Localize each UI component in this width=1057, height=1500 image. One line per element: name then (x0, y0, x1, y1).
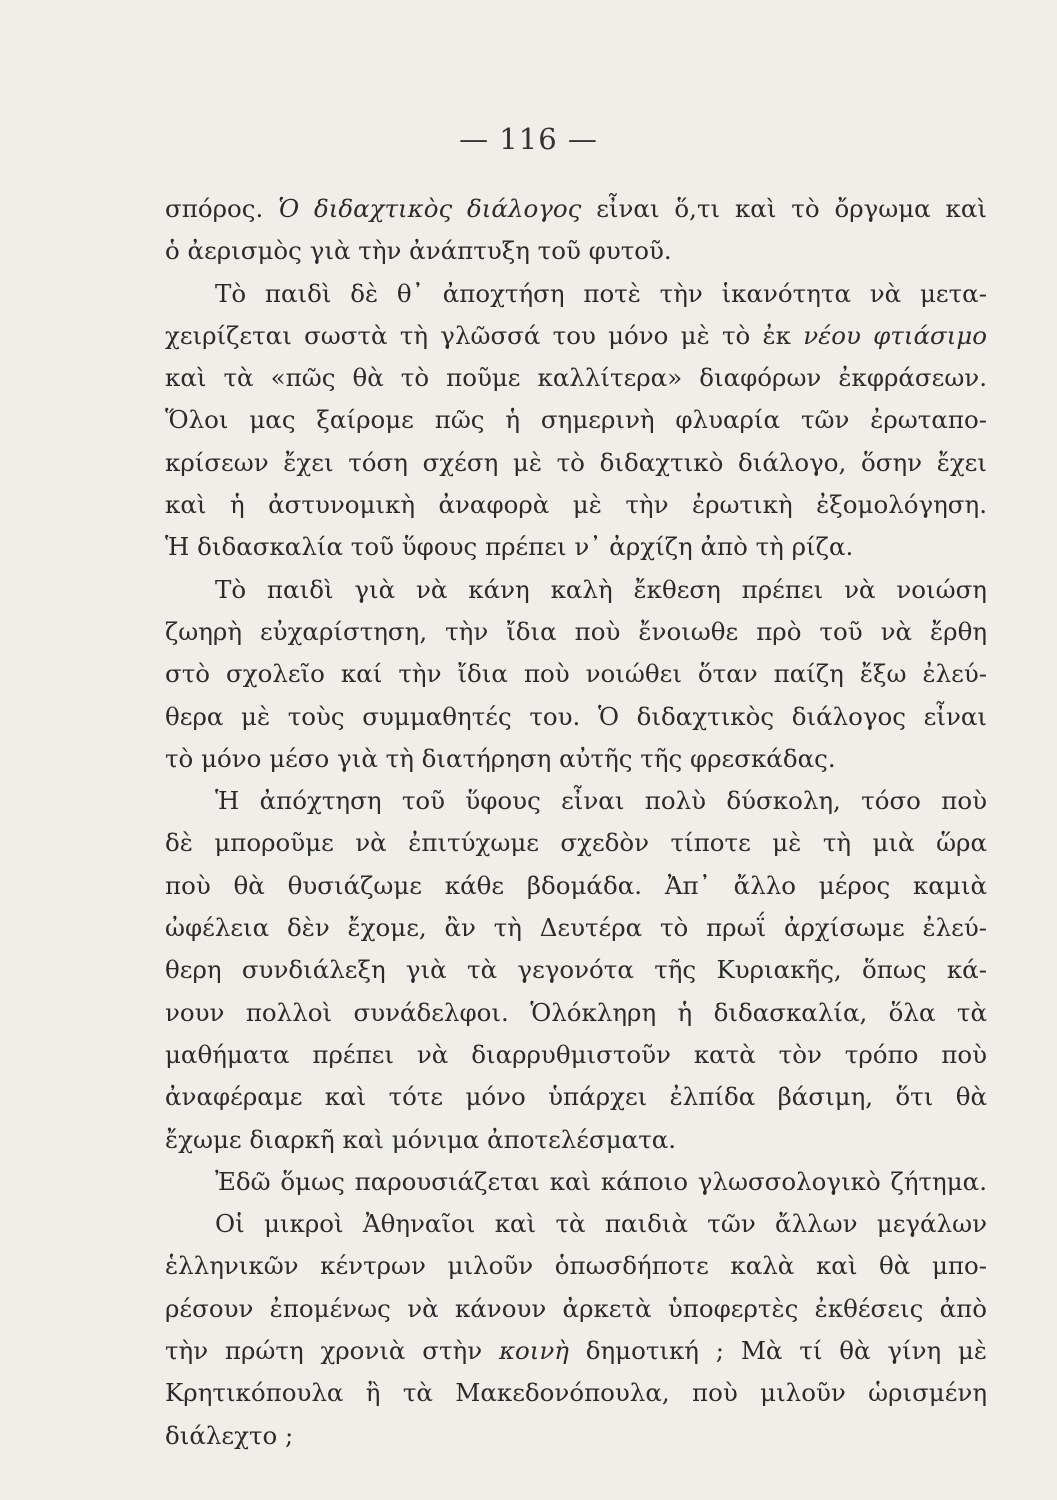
text-line: Τὸ παιδὶ δὲ θ᾽ ἀποχτήση ποτὲ τὴν ἱκανότητα νὰ μετα- (215, 278, 987, 308)
text-line: διάλεχτο ; (165, 1420, 294, 1450)
text-line: Κρητικόπουλα ἢ τὰ Μακεδονόπουλα, ποὺ μιλοῦν ὡρισμένη (165, 1378, 987, 1408)
text-run: τὴν πρώτη χρονιὰ στὴν (165, 1336, 499, 1366)
text-line: ὁ ἀερισμὸς γιὰ τὴν ἀνάπτυξη τοῦ φυτοῦ. (165, 236, 672, 266)
text-line: δὲ μποροῦμε νὰ ἐπιτύχωμε σχεδὸν τίποτε μὲ τὴ μιὰ ὥρα (165, 828, 987, 858)
italic-phrase: κοινὴ (498, 1336, 569, 1366)
page-number: — 116 — (459, 122, 598, 156)
text-line: καὶ ἡ ἀστυνομικὴ ἀναφορὰ μὲ τὴν ἐρωτικὴ ἐξομολόγηση. (165, 490, 987, 520)
text-line: θερη συνδιάλεξη γιὰ τὰ γεγονότα τῆς Κυριακῆς, ὅπως κά- (165, 955, 987, 985)
italic-phrase: Ὁ διδαχτικὸς διάλογος (278, 194, 582, 223)
text-line: Ἐδῶ ὅμως παρουσιάζεται καὶ κάποιο γλωσσολογικὸ ζήτημα. (215, 1166, 987, 1196)
text-line: Ἡ διδασκαλία τοῦ ὕφους πρέπει ν᾽ ἀρχίζη ἀπὸ τὴ ρίζα. (165, 532, 854, 562)
text-line: ρέσουν ἐπομένως νὰ κάνουν ἀρκετὰ ὑποφερτὲς ἐκθέσεις ἀπὸ (165, 1293, 987, 1323)
text-run: δημοτική ; Μὰ τί θὰ γίνη μὲ (568, 1336, 988, 1366)
text-line (165, 315, 987, 357)
text-run: εἶναι ὅ,τι καὶ τὸ ὄργωμα καὶ (581, 194, 987, 223)
text-line: θερα μὲ τοὺς συμμαθητές του. Ὁ διδαχτικὸς διάλογος εἶναι (165, 701, 987, 731)
text-line: κρίσεων ἔχει τόση σχέση μὲ τὸ διδαχτικὸ διάλογο, ὅσην ἔχει (165, 447, 987, 477)
body-text (165, 188, 987, 1457)
text-line: ἔχωμε διαρκῆ καὶ μόνιμα ἀποτελέσματα. (165, 1124, 677, 1154)
text-run: χειρίζεται σωστὰ τὴ γλῶσσά του μόνο μὲ τὸ ἐκ (165, 320, 804, 350)
text-line: Ὅλοι μας ξαίρομε πῶς ἡ σημερινὴ φλυαρία τῶν ἐρωταπο- (165, 405, 987, 435)
text-line: νουν πολλοὶ συνάδελφοι. Ὁλόκληρη ἡ διδασκαλία, ὅλα τὰ (165, 997, 987, 1027)
text-line: Ἡ ἀπόχτηση τοῦ ὕφους εἶναι πολὺ δύσκολη, τόσο ποὺ (215, 786, 987, 816)
text-line: ζωηρὴ εὐχαρίστηση, τὴν ἴδια ποὺ ἔνοιωθε πρὸ τοῦ νὰ ἔρθη (165, 616, 987, 646)
text-line: μαθήματα πρέπει νὰ διαρρυθμιστοῦν κατὰ τὸν τρόπο ποὺ (165, 1039, 987, 1069)
text-line: τὸ μόνο μέσο γιὰ τὴ διατήρηση αὐτῆς τῆς φρεσκάδας. (165, 743, 836, 773)
text-line (165, 1330, 987, 1372)
text-line: ποὺ θὰ θυσιάζωμε κάθε βδομάδα. Ἀπ᾽ ἄλλο μέρος καμιὰ (165, 870, 987, 900)
text-line: καὶ τὰ «πῶς θὰ τὸ ποῦμε καλλίτερα» διαφόρων ἐκφράσεων. (165, 363, 987, 393)
text-line: Οἱ μικροὶ Ἀθηναῖοι καὶ τὰ παιδιὰ τῶν ἄλλων μεγάλων (215, 1209, 987, 1239)
text-line: στὸ σχολεῖο καί τὴν ἴδια ποὺ νοιώθει ὅταν παίζη ἔξω ἐλεύ- (165, 659, 987, 689)
text-line: ὠφέλεια δὲν ἔχομε, ἂν τὴ Δευτέρα τὸ πρωΐ ἀρχίσωμε ἐλεύ- (165, 913, 987, 943)
text-line: ἑλληνικῶν κέντρων μιλοῦν ὁπωσδήποτε καλὰ καὶ θὰ μπο- (165, 1251, 987, 1281)
text-line (165, 188, 987, 230)
text-line: ἀναφέραμε καὶ τότε μόνο ὑπάρχει ἐλπίδα βάσιμη, ὅτι θὰ (165, 1082, 987, 1112)
text-run: σπόρος. (165, 194, 279, 223)
italic-phrase: νέου φτιάσιμο (803, 320, 988, 350)
text-line: Τὸ παιδὶ γιὰ νὰ κάνη καλὴ ἔκθεση πρέπει νὰ νοιώση (215, 574, 987, 604)
